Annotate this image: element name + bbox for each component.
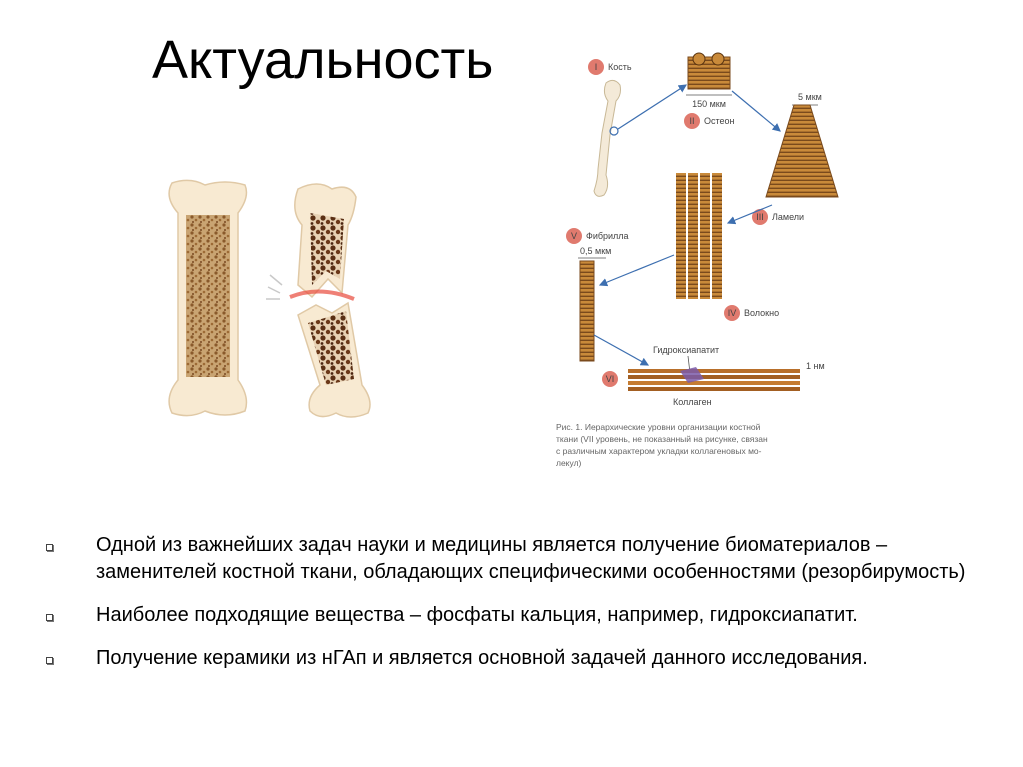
level-5-number: V — [570, 231, 578, 241]
caption-line: ткани (VII уровень, не показанный на рисунке, связан — [556, 434, 768, 444]
level-3-number: III — [756, 212, 764, 222]
bullet-square-icon — [46, 614, 53, 621]
bullet-list — [42, 532, 1002, 688]
collagen-label: Коллаген — [673, 397, 712, 407]
fractured-bone-top — [295, 184, 356, 297]
level-6-number: VI — [605, 374, 615, 384]
lamella-size: 5 мкм — [798, 92, 822, 102]
bone-fracture-illustration — [150, 175, 400, 425]
caption-line: Рис. 1. Иерархические уровни организации костной — [556, 422, 761, 432]
bullet-item — [42, 532, 1002, 586]
hydroxyapatite-label: Гидроксиапатит — [653, 345, 720, 355]
level-2-number: II — [689, 116, 695, 126]
caption-line: с различным характером укладки коллагеновых мо- — [556, 446, 762, 456]
level-5-label: Фибрилла — [586, 231, 629, 241]
level-3-label: Ламели — [772, 212, 805, 222]
bullet-item — [42, 645, 1002, 672]
collagen-molecules — [628, 369, 800, 391]
slide-title: Актуальность — [152, 30, 494, 90]
bullet-text: Одной из важнейших задач науки и медицины является получение биоматериалов – заменителей костной ткани, обладающих специфическими особенностями (резорбирумость) — [96, 534, 966, 583]
bullet-text: Получение керамики из нГАп и является основной задачей данного исследования. — [96, 647, 868, 669]
level-4-group — [676, 173, 779, 321]
level-3-group — [752, 92, 838, 225]
fractured-bone-bottom — [298, 303, 370, 417]
level-1-label: Кость — [608, 62, 632, 72]
level-2-label: Остеон — [704, 116, 735, 126]
fibril-size: 0,5 мкм — [580, 246, 612, 256]
level-1-group — [588, 59, 632, 196]
bone-icon — [594, 80, 621, 196]
bone-hierarchy-diagram — [548, 45, 848, 480]
bullet-text: Наиболее подходящие вещества – фосфаты кальция, например, гидроксиапатит. — [96, 604, 858, 626]
osteon-size: 150 мкм — [692, 99, 726, 109]
level-2-group — [684, 53, 735, 129]
molecule-size: 1 нм — [806, 361, 825, 371]
fiber-bundle — [676, 173, 722, 299]
healthy-bone — [169, 180, 246, 415]
fibril-rod — [580, 261, 594, 361]
bullet-item — [42, 602, 1002, 629]
figure-caption — [556, 422, 768, 468]
bullet-square-icon — [46, 544, 53, 551]
level-6-group — [602, 345, 825, 407]
level-5-group — [566, 228, 629, 361]
level-1-number: I — [594, 62, 598, 72]
level-4-number: IV — [727, 308, 737, 318]
level-4-label: Волокно — [744, 308, 780, 318]
lamellae-cone — [766, 105, 838, 197]
bullet-square-icon — [46, 657, 53, 664]
caption-line: лекул) — [556, 458, 582, 468]
